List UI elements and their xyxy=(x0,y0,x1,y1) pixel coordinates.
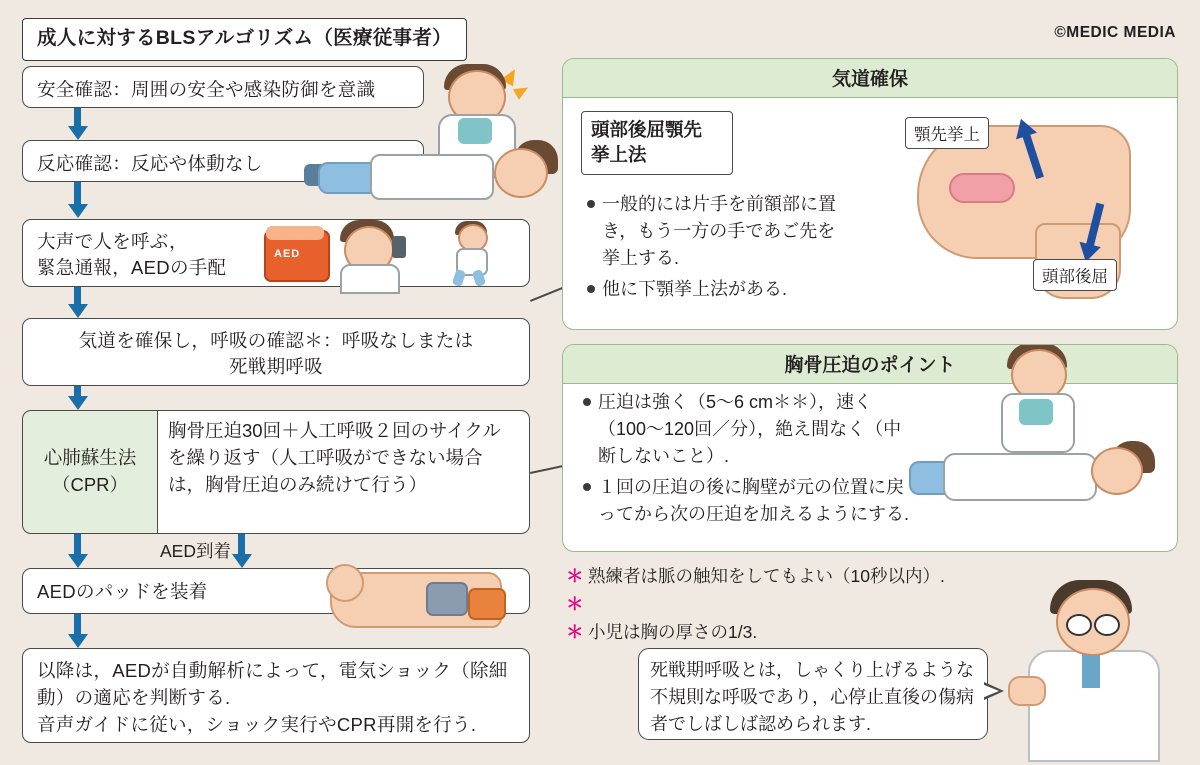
panel-airway-management xyxy=(562,58,1178,330)
breathing-check-line-2: 死戦期呼吸 xyxy=(228,355,323,377)
figure-title: 成人に対するBLSアルゴリズム（医療従事者） xyxy=(22,18,467,61)
call-help-line-1: 大声で人を呼ぶ， xyxy=(37,231,188,252)
callout-chin-lift: 顎先挙上 xyxy=(905,117,989,149)
method-line-2: 挙上法 xyxy=(591,143,647,165)
footnote-1-marker: ＊ xyxy=(566,566,584,586)
cpr-label-line-2: （CPR） xyxy=(51,474,129,495)
aed-arrival-label: AED到着 xyxy=(160,541,231,561)
chest-compression-illustration xyxy=(915,349,1171,545)
flow-step-response-check: 反応確認：反応や体動なし xyxy=(22,140,424,182)
glasses-icon-right xyxy=(1094,614,1120,636)
cpr-label-line-1: 心肺蘇生法 xyxy=(43,447,137,469)
airway-bullet-list xyxy=(585,191,849,307)
aed-and-phone-illustration xyxy=(258,218,530,290)
doctor-illustration xyxy=(1010,580,1180,760)
panel-compression-points xyxy=(562,344,1178,552)
cpr-description: 胸骨圧迫30回＋人工呼吸２回のサイクルを繰り返す（人工呼吸ができない場合は，胸骨圧迫のみ続けて行う） xyxy=(158,410,530,534)
aed-analysis-line-1: 以降は，AEDが自動解析によって，電気ショック（除細動）の適応を判断する. xyxy=(37,660,508,708)
speech-bubble-agonal-breathing: 死戦期呼吸とは，しゃくり上げるような不規則な呼吸であり，心停止直後の傷病者でしばしば認められます. xyxy=(638,648,988,740)
call-help-line-2: 緊急通報，AEDの手配 xyxy=(37,256,227,278)
panel-compression-heading: 胸骨圧迫のポイント xyxy=(563,345,1177,384)
flow-step-breathing-check xyxy=(22,318,530,386)
compression-bullet-1: 圧迫は強く（5〜6 cm＊＊），速く（100〜120回／分），絶え間なく（中断しないこと）. xyxy=(581,389,917,470)
airway-bullet-1: 一般的には片手を前額部に置き，もう一方の手であご先を挙上する. xyxy=(585,191,849,272)
glasses-icon xyxy=(1066,614,1092,636)
flow-step-attach-pads: AEDのパッドを装着 xyxy=(22,568,530,614)
flow-step-safety-check: 安全確認：周囲の安全や感染防御を意識 xyxy=(22,66,424,108)
breathing-check-line-1: 気道を確保し，呼吸の確認＊：呼吸なしまたは xyxy=(78,330,474,351)
compression-bullet-2: １回の圧迫の後に胸壁が元の位置に戻ってから次の圧迫を加えるようにする. xyxy=(581,474,917,528)
aed-device-label: AED xyxy=(274,248,301,260)
callout-head-tilt: 頭部後屈 xyxy=(1033,259,1117,291)
speech-bubble-tail-inner xyxy=(982,684,999,698)
aed-pads-illustration xyxy=(330,556,536,628)
flow-step-cpr xyxy=(22,410,530,534)
footnote-2-text: 小児は胸の厚さの1/3. xyxy=(588,622,758,642)
footnote-1-text: 熟練者は脈の触知をしてもよい（10秒以内）. xyxy=(588,566,945,586)
head-tilt-chin-lift-label xyxy=(581,111,733,175)
footnote-2-marker: ＊＊ xyxy=(566,594,584,642)
copyright-notice: ©MEDIC MEDIA xyxy=(1054,24,1176,41)
compression-bullet-list xyxy=(581,389,917,532)
airway-bullet-2: 他に下顎挙上法がある. xyxy=(585,276,849,303)
cpr-label xyxy=(22,410,158,534)
method-line-1: 頭部後屈顎先 xyxy=(591,119,703,140)
panel-airway-heading: 気道確保 xyxy=(563,59,1177,98)
flow-step-aed-analysis xyxy=(22,648,530,743)
aed-analysis-line-2: 音声ガイドに従い，ショック実行やCPR再開を行う. xyxy=(37,713,477,735)
patient-lying-illustration xyxy=(318,128,576,224)
